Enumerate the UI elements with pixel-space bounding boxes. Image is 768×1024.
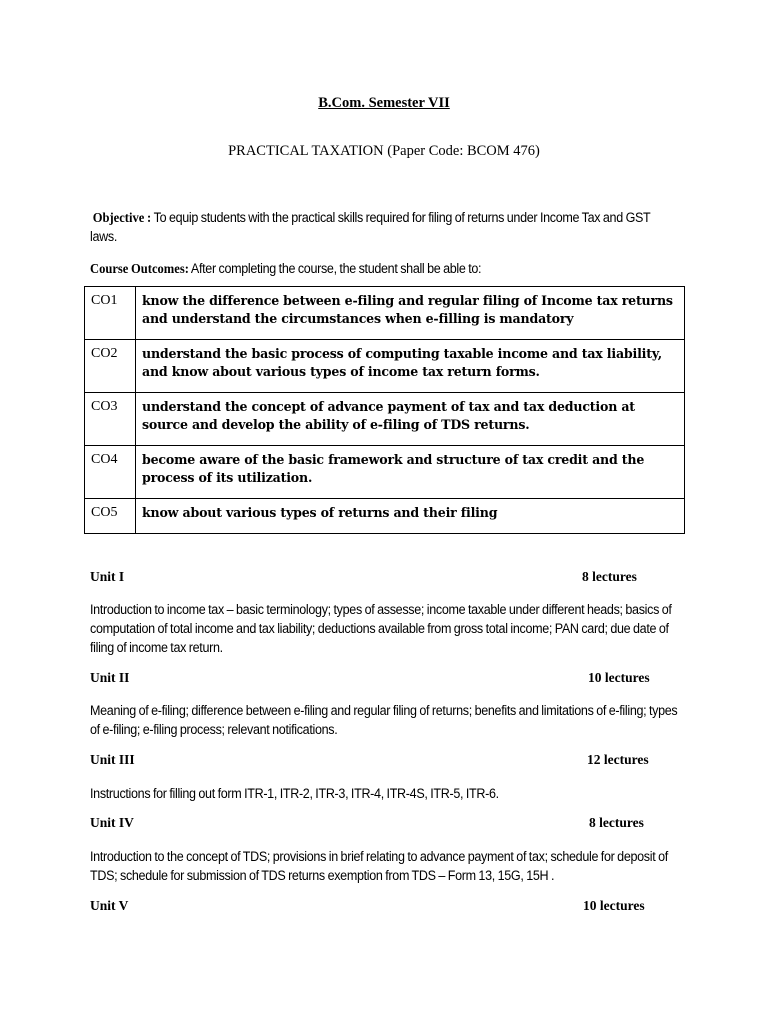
unit-4-description: Introduction to the concept of TDS; provisions in brief relating to advance payment of tax; schedule for deposit of TDS; schedule for submission of TDS returns exemption from TDS – Form 13, 15G, 15H . — [90, 849, 668, 883]
unit-5-lectures: 10 lectures — [583, 898, 645, 913]
course-outcomes-label: Course Outcomes: — [90, 261, 189, 276]
unit-3-lectures: 12 lectures — [587, 752, 649, 767]
co-code: CO2 — [85, 340, 136, 393]
co-code: CO5 — [85, 499, 136, 534]
course-semester: B.Com. Semester VII — [318, 95, 450, 111]
table-row — [85, 340, 685, 393]
table-row — [85, 393, 685, 446]
objective-label: Objective : — [92, 210, 152, 225]
co-description: understand the basic process of computing taxable income and tax liability, and know about various types of income tax return forms. — [136, 340, 685, 393]
course-outcomes-intro — [90, 259, 680, 278]
unit-2-lectures: 10 lectures — [588, 670, 650, 685]
co-description: understand the concept of advance payment of tax and tax deduction at source and develop the ability of e-filing of TDS returns. — [136, 393, 685, 446]
co-description: know about various types of returns and their filing — [136, 499, 685, 534]
unit-2-title: Unit II — [90, 670, 130, 685]
unit-4-lectures: 8 lectures — [589, 815, 644, 830]
co-code: CO3 — [85, 393, 136, 446]
unit-3-description: Instructions for filling out form ITR-1, ITR-2, ITR-3, ITR-4, ITR-4S, ITR-5, ITR-6. — [90, 786, 499, 801]
paper-title: PRACTICAL TAXATION (Paper Code: BCOM 476) — [228, 143, 540, 159]
objective-text: To equip students with the practical skills required for filing of returns under Income Tax and GST laws. — [90, 210, 651, 244]
course-outcomes-text: After completing the course, the student shall be able to: — [190, 261, 482, 276]
paper-title-block — [0, 143, 768, 160]
objective-paragraph — [90, 208, 680, 246]
unit-5-title: Unit V — [90, 898, 129, 913]
course-heading — [0, 95, 768, 112]
co-code: CO1 — [85, 287, 136, 340]
unit-1-title: Unit I — [90, 569, 125, 584]
unit-3-title: Unit III — [90, 752, 135, 767]
table-row — [85, 446, 685, 499]
unit-4-title: Unit IV — [90, 815, 134, 830]
unit-1-description: Introduction to income tax – basic terminology; types of assesse; income taxable under different heads; basics of computation of total income and tax liability; deductions available from gross total income; PAN card; due date of filing of income tax return. — [90, 602, 672, 655]
co-description: know the difference between e-filing and regular filing of Income tax returns and understand the circumstances when e-filling is mandatory — [136, 287, 685, 340]
unit-2-description: Meaning of e-filing; difference between e-filing and regular filing of returns; benefits and limitations of e-filing; types of e-filing; e-filing process; relevant notifications. — [90, 703, 678, 737]
unit-1-lectures: 8 lectures — [582, 569, 637, 584]
co-description: become aware of the basic framework and structure of tax credit and the process of its utilization. — [136, 446, 685, 499]
table-row — [85, 499, 685, 534]
co-code: CO4 — [85, 446, 136, 499]
course-outcomes-table — [84, 286, 685, 534]
table-row — [85, 287, 685, 340]
